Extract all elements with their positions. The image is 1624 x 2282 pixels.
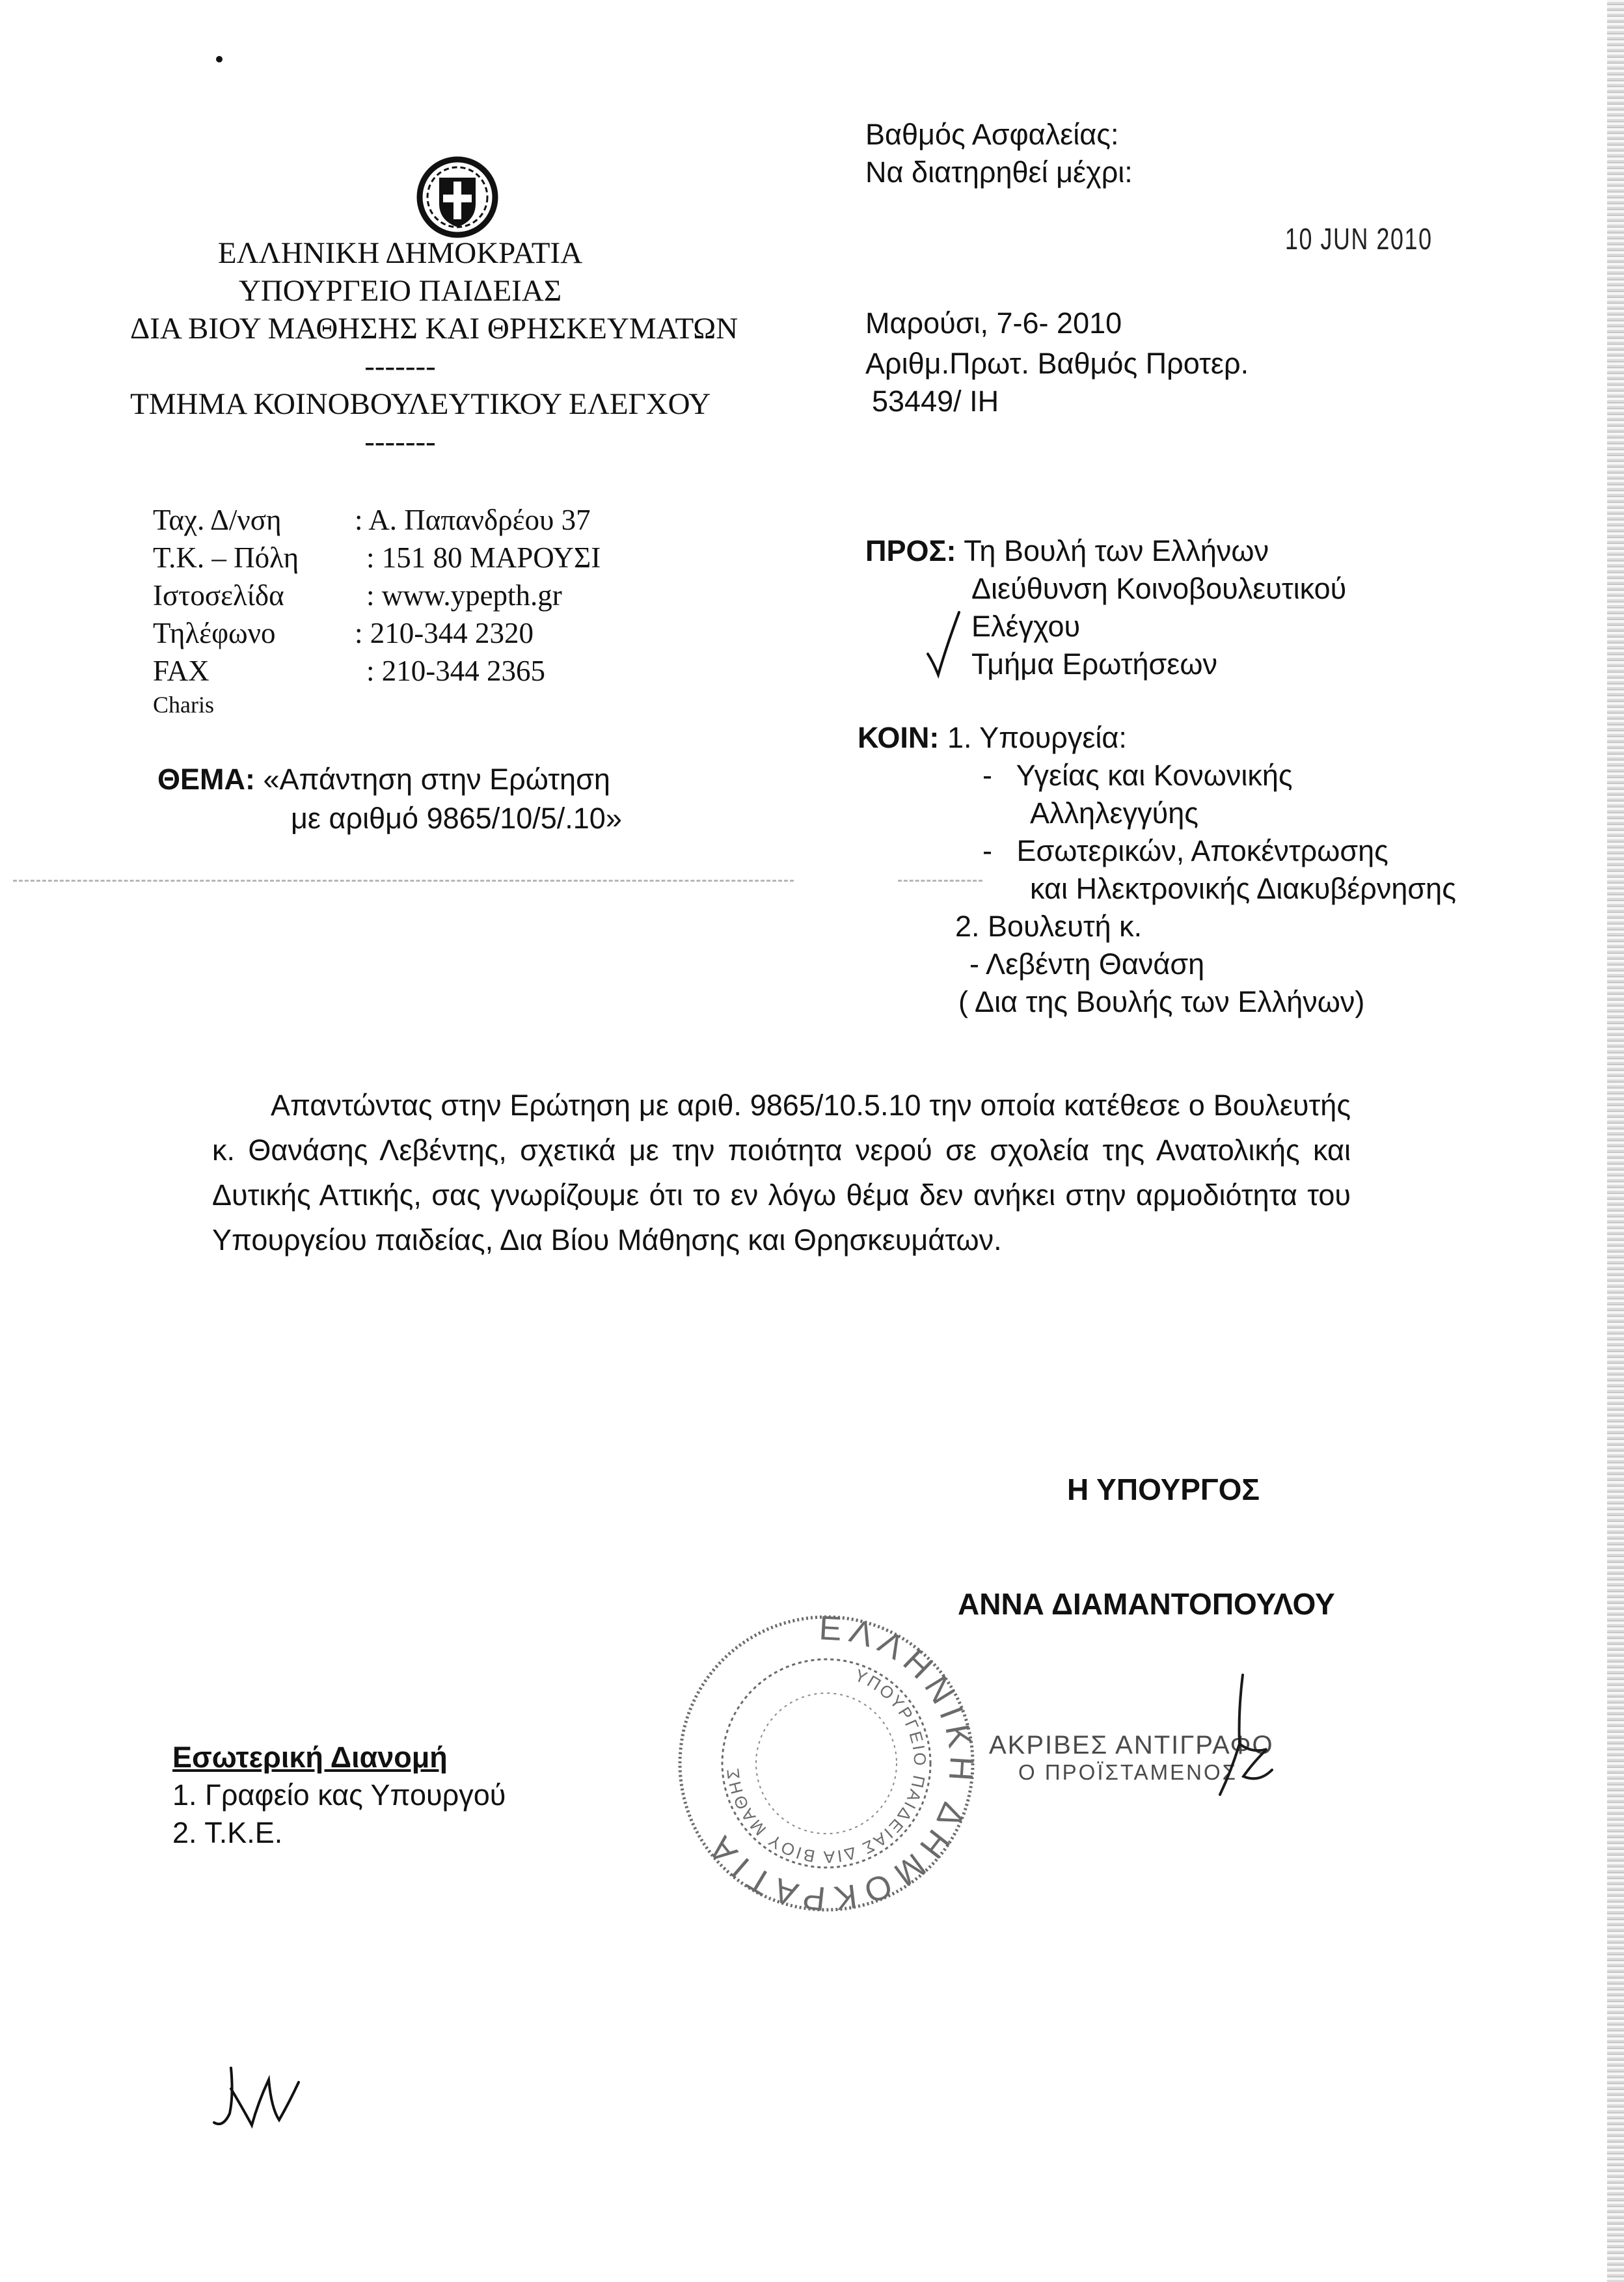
address-label: FAX: [153, 655, 210, 687]
cc-line-1: [858, 719, 1456, 757]
cc-label: ΚΟΙΝ:: [858, 721, 940, 754]
checkmark-annotation-icon: [924, 608, 963, 680]
subject-block: [157, 760, 622, 838]
cc-item-1: 1. Υπουργεία:: [947, 721, 1127, 754]
recipient-text: Τμήμα Ερωτήσεων: [971, 647, 1217, 681]
cc-block: [858, 719, 1456, 1021]
minister-title: Η ΥΠΟΥΡΓΟΣ: [1067, 1473, 1260, 1506]
scan-dot: [216, 56, 223, 62]
address-row: [153, 652, 601, 690]
department-title: ΤΜΗΜΑ ΚΟΙΝΟΒΟΥΛΕΥΤΙΚΟΥ ΕΛΕΓΧΟΥ: [130, 387, 711, 421]
cc-via: ( Δια της Βουλής των Ελλήνων): [958, 985, 1365, 1018]
address-block: [153, 501, 601, 720]
svg-text:ΕΛΛΗΝΙΚΗ ΔΗΜΟΚΡΑΤΙΑ: [697, 1609, 981, 1918]
separator: -------: [364, 349, 436, 383]
coat-of-arms-emblem: [413, 153, 502, 241]
certified-copy-line-1: ΑΚΡΙΒΕΣ ΑΝΤΙΓΡΑΦΟ: [989, 1731, 1274, 1759]
seal-outer-text: ΕΛΛΗΝΙΚΗ ΔΗΜΟΚΡΑΤΙΑ: [697, 1609, 981, 1918]
address-value: : 151 80 ΜΑΡΟΥΣΙ: [366, 541, 601, 574]
recipient-text: Διεύθυνση Κοινοβουλευτικού: [971, 572, 1347, 605]
separator: -------: [364, 425, 436, 459]
official-seal: [670, 1607, 982, 1920]
internal-distribution-title: Εσωτερική Διανομή: [172, 1741, 448, 1774]
address-label: Ταχ. Δ/νση: [153, 504, 282, 536]
address-value: : www.ypepth.gr: [366, 579, 562, 612]
keep-until: Να διατηρηθεί μέχρι:: [865, 156, 1133, 189]
fold-line: [898, 880, 982, 882]
subject-text-2: με αριθμό 9865/10/5/.10»: [291, 802, 622, 835]
distribution-item: 2. Τ.Κ.Ε.: [172, 1816, 283, 1849]
protocol-label: Αριθμ.Πρωτ. Βαθμός Προτερ.: [865, 347, 1249, 380]
cc-item-2: 2. Βουλευτή κ.: [955, 910, 1143, 943]
recipient-text: Ελέγχου: [971, 610, 1081, 643]
scan-edge-artifact: [1607, 0, 1624, 2282]
handwritten-signature: [1207, 1672, 1279, 1802]
place-date: Μαρούσι, 7-6- 2010: [865, 306, 1122, 340]
subject-text-1: «Απάντηση στην Ερώτηση: [263, 763, 610, 796]
received-date-stamp: 10 JUN 2010: [1285, 222, 1433, 256]
internal-distribution: [172, 1739, 506, 1852]
address-value: : Α. Παπανδρέου 37: [355, 504, 591, 536]
address-row: [153, 501, 601, 539]
recipient-label: ΠΡΟΣ:: [865, 534, 956, 567]
ministry-line-2: ΔΙΑ ΒΙΟΥ ΜΑΘΗΣΗΣ ΚΑΙ ΘΡΗΣΚΕΥΜΑΤΩΝ: [130, 312, 738, 346]
contact-name: Charis: [153, 692, 214, 718]
address-value: : 210-344 2320: [355, 617, 534, 649]
security-grade: Βαθμός Ασφαλείας:: [865, 118, 1119, 151]
recipient-line-1: [865, 532, 1346, 570]
subject-line-1: [157, 760, 622, 799]
minister-name: ΑΝΝΑ ΔΙΑΜΑΝΤΟΠΟΥΛΟΥ: [958, 1587, 1335, 1621]
recipient-text: Τη Βουλή των Ελλήνων: [964, 534, 1269, 567]
body-paragraph: Απαντώντας στην Ερώτηση με αριθ. 9865/10.5.10 την οποία κατέθεσε ο Βουλευτής κ. Θανάσης Λεβέντης, σχετικά με την ποιότητα νερού σε σχολεία της Ανατολικής και Δυτικής Αττικής, σας γνωρίζουμε ότι το εν λόγω θέμα δεν ανήκει στην αρμοδιότητα του Υπουργείου παιδείας, Δια Βίου Μάθησης και Θρησκευμάτων.: [212, 1089, 1351, 1256]
cc-sub-3: - Λεβέντη Θανάση: [969, 947, 1205, 981]
address-row: [153, 577, 601, 614]
ministry-line-1: ΥΠΟΥΡΓΕΙΟ ΠΑΙΔΕΙΑΣ: [238, 274, 562, 308]
fold-line: [13, 880, 794, 882]
certified-copy-line-2: Ο ΠΡΟΪΣΤΑΜΕΝΟΣ: [1018, 1760, 1238, 1784]
distribution-item: 1. Γραφείο κας Υπουργού: [172, 1778, 506, 1812]
address-label: Ιστοσελίδα: [153, 579, 284, 612]
address-row: [153, 614, 601, 652]
letterhead: [130, 234, 738, 461]
subject-label: ΘΕΜΑ:: [157, 763, 255, 796]
handwritten-initials: [211, 2063, 309, 2134]
republic-title: ΕΛΛΗΝΙΚΗ ΔΗΜΟΚΡΑΤΙΑ: [217, 236, 583, 270]
address-label: Τ.Κ. – Πόλη: [153, 541, 299, 574]
cc-sub-1-cont: Αλληλεγγύης: [1030, 796, 1198, 830]
cc-sub-2: - Εσωτερικών, Αποκέντρωσης: [982, 834, 1388, 867]
protocol-number: 53449/ ΙΗ: [872, 385, 999, 418]
seal-inner-text: ΥΠΟΥΡΓΕΙΟ ΠΑΙΔΕΙΑΣ ΔΙΑ ΒΙΟΥ ΜΑΘΗΣ: [722, 1664, 930, 1868]
cc-sub-1: - Υγείας και Κονωνικής: [982, 759, 1293, 792]
address-value: : 210-344 2365: [366, 655, 545, 687]
address-label: Τηλέφωνο: [153, 617, 276, 649]
address-row: [153, 539, 601, 577]
cc-sub-2-cont: και Ηλεκτρονικής Διακυβέρνησης: [1030, 872, 1456, 905]
